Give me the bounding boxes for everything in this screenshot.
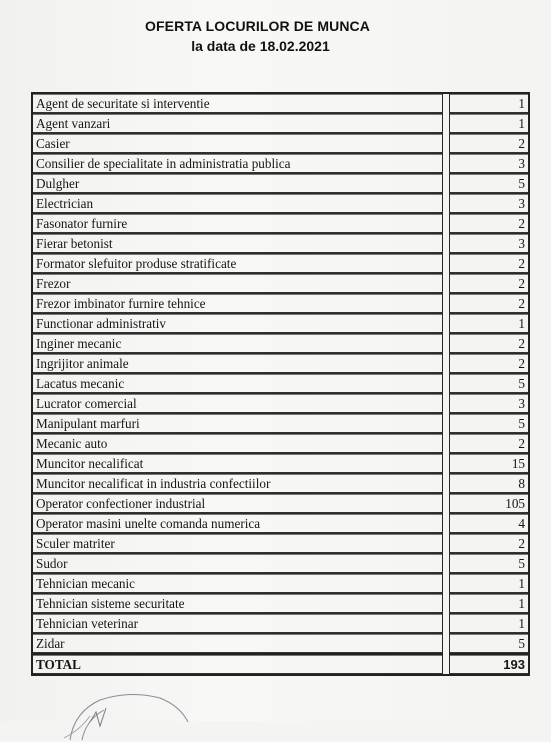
job-title-cell: Sudor [32,554,442,574]
table-row [32,274,529,294]
table-row [32,494,529,514]
job-count-cell: 5 [449,634,529,655]
table-row [32,214,529,234]
cell-gap [442,654,449,675]
job-count-cell: 3 [449,234,529,254]
job-title-cell: Zidar [32,634,442,655]
table-row [32,114,529,134]
job-count-cell: 5 [449,174,529,194]
job-count-cell: 2 [449,134,529,154]
cell-gap [442,194,449,214]
table-row [32,634,529,655]
table-row [32,194,529,214]
cell-gap [442,474,449,494]
cell-gap [442,214,449,234]
job-count-cell: 5 [449,554,529,574]
job-title-cell: Fasonator furnire [32,214,442,234]
job-title-cell: Lucrator comercial [32,394,442,414]
cell-gap [442,514,449,534]
job-title-cell: Frezor [32,274,442,294]
table-row [32,134,529,154]
job-offers-body [32,93,529,675]
job-count-cell: 3 [449,394,529,414]
job-title-cell: Dulgher [32,174,442,194]
job-title-cell: Sculer matriter [32,534,442,554]
job-count-cell: 2 [449,274,529,294]
job-count-cell: 2 [449,534,529,554]
cell-gap [442,594,449,614]
cell-gap [442,234,449,254]
table-row [32,234,529,254]
job-count-cell: 1 [449,114,529,134]
job-title-cell: Tehnician veterinar [32,614,442,634]
table-row [32,454,529,474]
table-row [32,93,529,114]
job-count-cell: 2 [449,354,529,374]
job-count-cell: 3 [449,154,529,174]
cell-gap [442,634,449,655]
table-row [32,374,529,394]
document-date: la data de 18.02.2021 [191,38,330,54]
table-row [32,534,529,554]
job-count-cell: 1 [449,93,529,114]
job-count-cell: 105 [449,494,529,514]
cell-gap [442,334,449,354]
job-count-cell: 2 [449,214,529,234]
table-row [32,434,529,454]
table-row [32,574,529,594]
table-row [32,414,529,434]
job-title-cell: Ingrijitor animale [32,354,442,374]
job-count-cell: 1 [449,614,529,634]
cell-gap [442,254,449,274]
job-title-cell: Fierar betonist [32,234,442,254]
job-count-cell: 2 [449,254,529,274]
table-row [32,334,529,354]
job-title-cell: Operator masini unelte comanda numerica [32,514,442,534]
job-title-cell: Formator slefuitor produse stratificate [32,254,442,274]
job-title-cell: Inginer mecanic [32,334,442,354]
official-stamp [60,682,200,742]
total-count: 193 [449,654,529,675]
table-row [32,394,529,414]
cell-gap [442,274,449,294]
cell-gap [442,494,449,514]
table-row [32,294,529,314]
cell-gap [442,314,449,334]
table-row [32,254,529,274]
job-title-cell: Lacatus mecanic [32,374,442,394]
job-title-cell: Muncitor necalificat [32,454,442,474]
job-count-cell: 3 [449,194,529,214]
job-count-cell: 15 [449,454,529,474]
cell-gap [442,554,449,574]
job-title-cell: Operator confectioner industrial [32,494,442,514]
cell-gap [442,614,449,634]
job-count-cell: 1 [449,574,529,594]
job-title-cell: Agent de securitate si interventie [32,93,442,114]
job-title-cell: Manipulant marfuri [32,414,442,434]
cell-gap [442,374,449,394]
cell-gap [442,114,449,134]
cell-gap [442,574,449,594]
cell-gap [442,174,449,194]
job-count-cell: 4 [449,514,529,534]
job-count-cell: 5 [449,414,529,434]
job-title-cell: Functionar administrativ [32,314,442,334]
job-offers-table [31,92,530,676]
cell-gap [442,434,449,454]
table-row [32,154,529,174]
table-row [32,314,529,334]
cell-gap [442,354,449,374]
cell-gap [442,454,449,474]
job-count-cell: 2 [449,434,529,454]
job-count-cell: 1 [449,314,529,334]
table-row [32,514,529,534]
job-title-cell: Mecanic auto [32,434,442,454]
table-row [32,354,529,374]
job-title-cell: Frezor imbinator furnire tehnice [32,294,442,314]
total-label: TOTAL [32,654,442,675]
cell-gap [442,134,449,154]
cell-gap [442,294,449,314]
job-title-cell: Tehnician sisteme securitate [32,594,442,614]
job-title-cell: Consilier de specialitate in administratia publica [32,154,442,174]
cell-gap [442,414,449,434]
cell-gap [442,93,449,114]
table-row [32,594,529,614]
document-title: OFERTA LOCURILOR DE MUNCA [145,18,370,34]
job-count-cell: 5 [449,374,529,394]
job-title-cell: Muncitor necalificat in industria confectiilor [32,474,442,494]
cell-gap [442,534,449,554]
job-count-cell: 2 [449,294,529,314]
table-row [32,474,529,494]
total-row [32,654,529,675]
job-count-cell: 1 [449,594,529,614]
cell-gap [442,394,449,414]
job-count-cell: 8 [449,474,529,494]
table-row [32,174,529,194]
job-count-cell: 2 [449,334,529,354]
table-row [32,554,529,574]
job-title-cell: Tehnician mecanic [32,574,442,594]
job-title-cell: Casier [32,134,442,154]
job-title-cell: Agent vanzari [32,114,442,134]
cell-gap [442,154,449,174]
job-title-cell: Electrician [32,194,442,214]
table-row [32,614,529,634]
